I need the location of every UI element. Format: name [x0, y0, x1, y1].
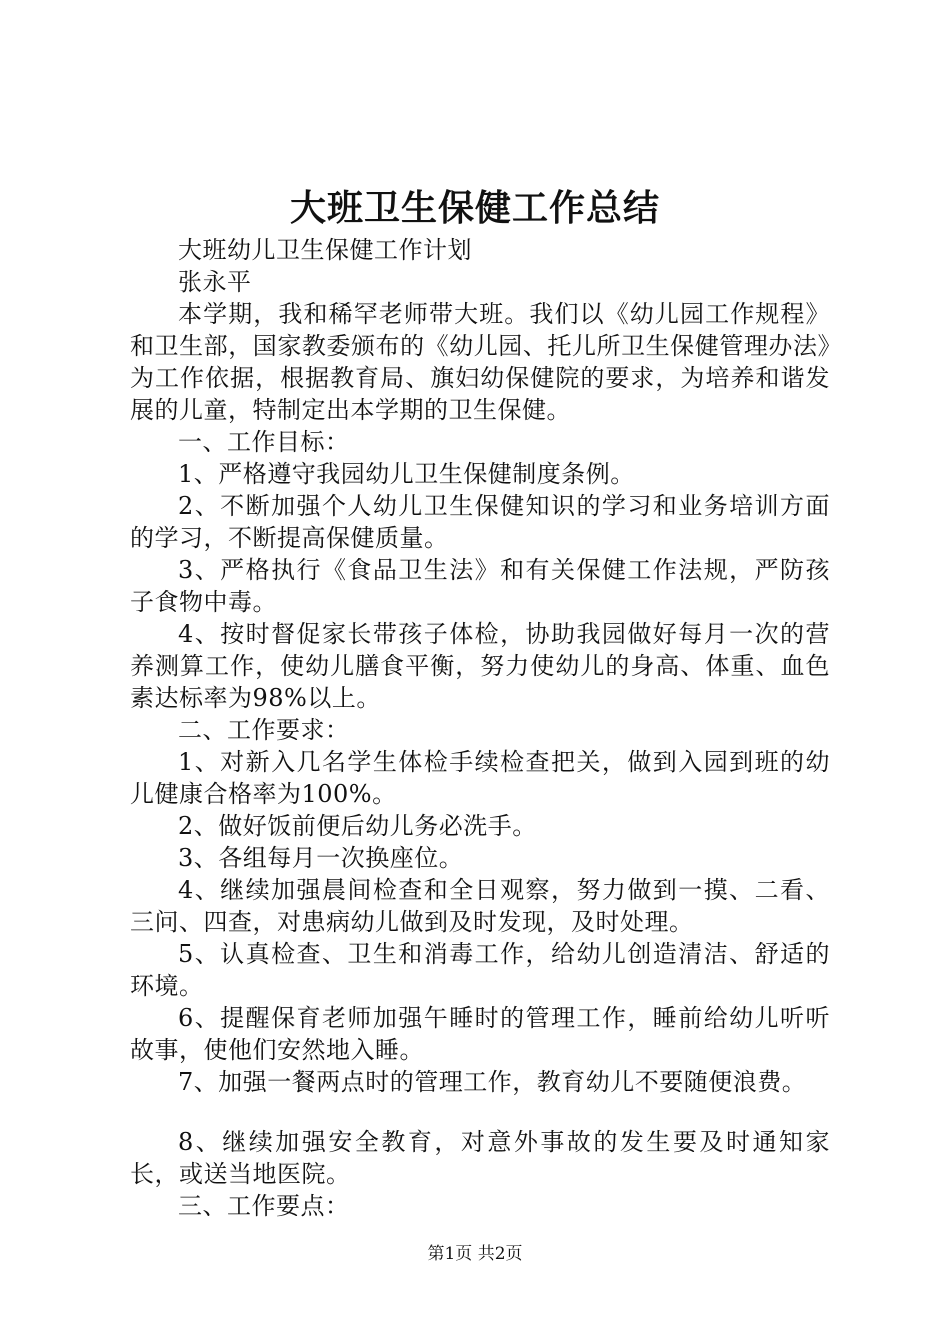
plan-subtitle: 大班幼儿卫生保健工作计划 [178, 236, 472, 264]
goal-item: 1、严格遵守我园幼儿卫生保健制度条例。 [178, 460, 635, 488]
blank-line [130, 1098, 830, 1126]
requirement-item: 7、加强一餐两点时的管理工作，教育幼儿不要随便浪费。 [178, 1068, 807, 1096]
section-heading-requirements: 二、工作要求： [178, 716, 350, 744]
document-title: 大班卫生保健工作总结 [289, 187, 660, 229]
goal-item: 3、严格执行《食品卫生法》和有关保健工作法规，严防孩子食物中毒。 [130, 556, 830, 616]
section-heading-goals: 一、工作目标： [178, 428, 350, 456]
requirement-item: 1、对新入几名学生体检手续检查把关，做到入园到班的幼儿健康合格率为100%。 [130, 748, 830, 808]
page-footer: 第1页 共2页 [427, 1244, 523, 1264]
author-name: 张永平 [178, 268, 252, 296]
document-body [130, 234, 830, 1222]
requirement-item: 3、各组每月一次换座位。 [178, 844, 464, 872]
section-heading-key-points: 三、工作要点： [178, 1192, 350, 1220]
requirement-item: 5、认真检查、卫生和消毒工作，给幼儿创造清洁、舒适的环境。 [130, 940, 830, 1000]
intro-paragraph: 本学期，我和稀罕老师带大班。我们以《幼儿园工作规程》和卫生部，国家教委颁布的《幼儿园、托儿所卫生保健管理办法》为工作依据，根据教育局、旗妇幼保健院的要求，为培养和谐发展的儿童，特制定出本学期的卫生保健。 [130, 300, 830, 424]
goal-item: 4、按时督促家长带孩子体检，协助我园做好每月一次的营养测算工作，使幼儿膳食平衡，努力使幼儿的身高、体重、血色素达标率为98%以上。 [130, 620, 830, 712]
requirement-item: 8、继续加强安全教育，对意外事故的发生要及时通知家长，或送当地医院。 [130, 1128, 830, 1188]
requirement-item: 6、提醒保育老师加强午睡时的管理工作，睡前给幼儿听听故事，使他们安然地入睡。 [130, 1004, 830, 1064]
goal-item: 2、不断加强个人幼儿卫生保健知识的学习和业务培训方面的学习，不断提高保健质量。 [130, 492, 830, 552]
requirement-item: 4、继续加强晨间检查和全日观察，努力做到一摸、二看、三问、四查，对患病幼儿做到及时发现，及时处理。 [130, 876, 830, 936]
requirement-item: 2、做好饭前便后幼儿务必洗手。 [178, 812, 537, 840]
